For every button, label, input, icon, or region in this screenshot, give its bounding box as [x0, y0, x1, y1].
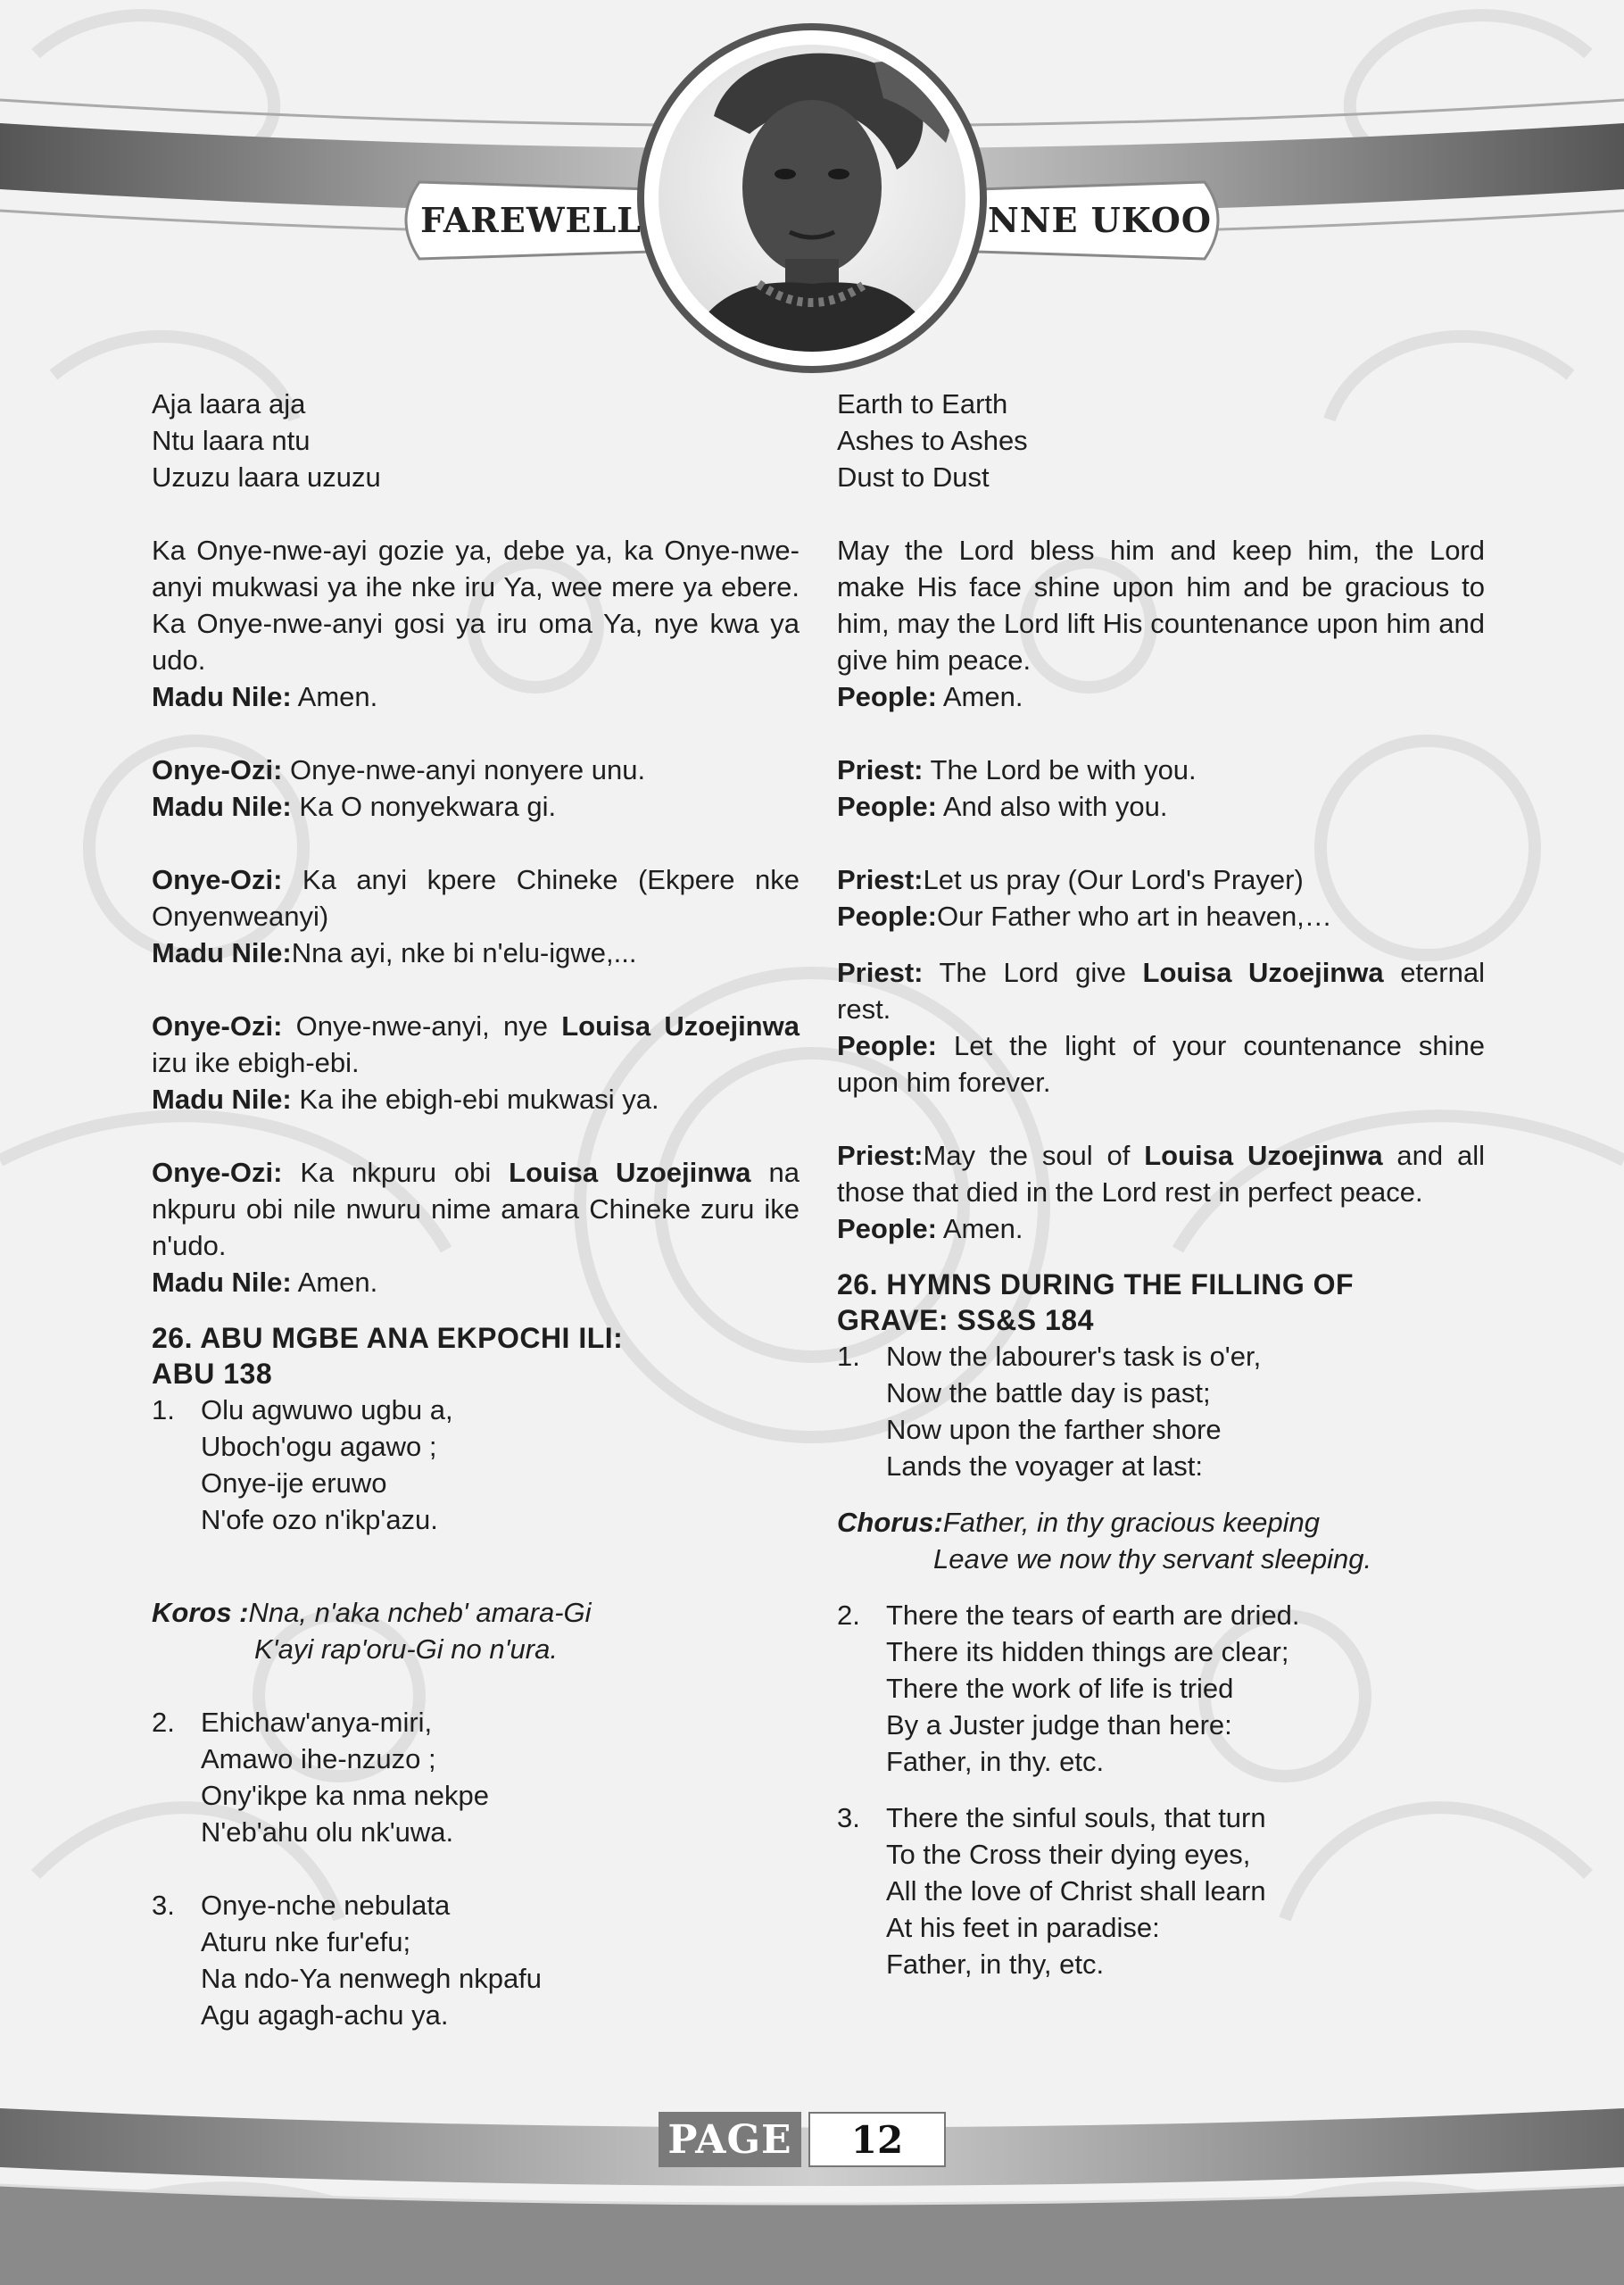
priest-text: May the soul of: [923, 1140, 1131, 1171]
blessing-text: Ka Onye-nwe-ayi gozie ya, debe ya, ka Onye-nwe-anyi mukwasi ya ihe nke iru Ya, wee mere ya ebere. Ka Onye-nwe-anyi gosi ya iru oma Ya, nye kwa ya udo.: [152, 535, 800, 676]
priest-text: eternal rest.: [837, 957, 1485, 1025]
chorus-line: [837, 1504, 1485, 1541]
verse-number: 2.: [152, 1707, 175, 1738]
verse-line: At his feet in paradise:: [886, 1912, 1160, 1943]
verse-line: There the tears of earth are dried.: [886, 1600, 1300, 1631]
verse-line: Ehichaw'anya-miri,: [201, 1707, 433, 1738]
priest-line: [837, 954, 1485, 1027]
priest-text: Onye-nwe-anyi, nye: [295, 1010, 548, 1042]
page-label: PAGE: [659, 2112, 801, 2167]
verse-line: Father, in thy. etc.: [886, 1746, 1105, 1777]
priest-text: The Lord be with you.: [930, 754, 1197, 785]
hymn-verse: [152, 1704, 800, 1850]
verse-line: Onye-ije eruwo: [201, 1467, 387, 1499]
verse-number: 1.: [837, 1341, 860, 1372]
response-line: [152, 788, 800, 825]
opening-line: Aja laara aja: [152, 388, 306, 420]
priest-line: [152, 861, 800, 935]
hymn-verse: [837, 1597, 1485, 1780]
speaker-label: Onye-Ozi:: [152, 754, 283, 785]
verse-line: Olu agwuwo ugbu a,: [201, 1394, 453, 1425]
hymn-heading: GRAVE: SS&S 184: [837, 1304, 1094, 1336]
priest-text: na nkpuru obi nile nwuru nime amara Chineke zuru ike n'udo.: [152, 1157, 800, 1261]
verse-line: Na ndo-Ya nenwegh nkpafu: [201, 1963, 543, 1994]
verse-line: Now upon the farther shore: [886, 1414, 1222, 1445]
opening-line: Earth to Earth: [837, 388, 1008, 420]
speaker-label: People:: [837, 1030, 937, 1061]
verse-number: 1.: [152, 1394, 175, 1425]
response-text: Ka ihe ebigh-ebi mukwasi ya.: [299, 1084, 659, 1115]
response-text: Our Father who art in heaven,…: [936, 901, 1332, 932]
koros-line: [152, 1594, 800, 1631]
priest-text: izu ike ebigh-ebi.: [152, 1047, 360, 1078]
response-text: Ka O nonyekwara gi.: [299, 791, 557, 822]
blessing-text: May the Lord bless him and keep him, the Lord make His face shine upon him and be gracious to him, may the Lord lift His countenance upon him and give him peace.: [837, 535, 1485, 676]
verse-number: 2.: [837, 1600, 860, 1631]
response-text: And also with you.: [942, 791, 1168, 822]
opening-line: Dust to Dust: [837, 461, 990, 493]
chorus-text: Father, in thy gracious keeping: [942, 1507, 1321, 1538]
speaker-label: Priest:: [837, 864, 924, 895]
verse-line: Father, in thy, etc.: [886, 1948, 1105, 1980]
hymn-verse: [837, 1799, 1485, 1982]
priest-text: Let us pray (Our Lord's Prayer): [923, 864, 1304, 895]
response-text: Amen.: [942, 1213, 1023, 1244]
speaker-label: People:: [837, 681, 937, 712]
priest-line: [837, 861, 1485, 898]
hymn-verse: [152, 1392, 800, 1538]
opening-line: Ntu laara ntu: [152, 425, 311, 456]
response-line: [837, 678, 1485, 715]
verse-line: Lands the voyager at last:: [886, 1450, 1204, 1482]
koros-label: Koros :: [152, 1597, 249, 1628]
priest-line: [837, 1137, 1485, 1210]
priest-text: Onye-nwe-anyi nonyere unu.: [290, 754, 646, 785]
verse-line: By a Juster judge than here:: [886, 1709, 1232, 1741]
priest-line: [152, 752, 800, 788]
speaker-label: Onye-Ozi:: [152, 1010, 283, 1042]
hymn-heading: ABU 138: [152, 1358, 273, 1390]
koros-text: Nna, n'aka ncheb' amara-Gi: [248, 1597, 592, 1628]
hymn-heading: 26. HYMNS DURING THE FILLING OF: [837, 1268, 1355, 1300]
verse-line: Agu agagh-achu ya.: [201, 1999, 449, 2031]
deceased-name: Louisa Uzoejinwa: [1144, 1140, 1383, 1171]
page-number: 12: [808, 2112, 946, 2167]
response-line: [837, 898, 1485, 935]
priest-text: The Lord give: [939, 957, 1126, 988]
response-line: [837, 788, 1485, 825]
opening-line: Ashes to Ashes: [837, 425, 1028, 456]
speaker-label: Onye-Ozi:: [152, 1157, 283, 1188]
response-line: [152, 1264, 800, 1300]
hymn-verse: [837, 1338, 1485, 1484]
name-label: NNE UKOO: [987, 199, 1212, 240]
priest-line: [152, 1154, 800, 1264]
deceased-name: Louisa Uzoejinwa: [509, 1157, 751, 1188]
verse-line: To the Cross their dying eyes,: [886, 1839, 1251, 1870]
koros-line: K'ayi rap'oru-Gi no n'ura.: [254, 1633, 558, 1665]
hymn-verse: [152, 1887, 800, 2033]
farewell-label: FAREWELL: [420, 199, 642, 240]
response-line: [152, 678, 800, 715]
verse-line: There the sinful souls, that turn: [886, 1802, 1266, 1833]
response-line: [837, 1210, 1485, 1247]
verse-line: There the work of life is tried: [886, 1673, 1234, 1704]
deceased-name: Louisa Uzoejinwa: [1142, 957, 1384, 988]
deceased-name: Louisa Uzoejinwa: [561, 1010, 800, 1042]
speaker-label: Madu Nile:: [152, 791, 292, 822]
priest-text: Ka anyi kpere Chineke (Ekpere nke Onyenweanyi): [152, 864, 800, 932]
verse-line: Aturu nke fur'efu;: [201, 1926, 411, 1957]
speaker-label: Madu Nile:: [152, 937, 292, 968]
verse-line: Onye-nche nebulata: [201, 1890, 451, 1921]
verse-line: Now the battle day is past;: [886, 1377, 1211, 1408]
speaker-label: People:: [837, 1213, 937, 1244]
speaker-label: Madu Nile:: [152, 681, 292, 712]
speaker-label: Onye-Ozi:: [152, 864, 283, 895]
speaker-label: Madu Nile:: [152, 1267, 292, 1298]
speaker-label: Madu Nile:: [152, 1084, 292, 1115]
response-line: [152, 1081, 800, 1118]
response-text: Nna ayi, nke bi n'elu-igwe,...: [291, 937, 637, 968]
response-text: Amen.: [942, 681, 1023, 712]
verse-number: 3.: [152, 1890, 175, 1921]
speaker-label: Priest:: [837, 957, 924, 988]
priest-line: [152, 1008, 800, 1081]
response-text: Amen.: [297, 1267, 378, 1298]
right-column: [837, 386, 1485, 1982]
priest-text: and all those that died in the Lord rest in perfect peace.: [837, 1140, 1485, 1208]
verse-line: N'eb'ahu olu nk'uwa.: [201, 1816, 454, 1848]
verse-line: There its hidden things are clear;: [886, 1636, 1289, 1667]
speaker-label: Priest:: [837, 754, 924, 785]
response-line: [837, 1027, 1485, 1101]
speaker-label: People:: [837, 791, 937, 822]
opening-line: Uzuzu laara uzuzu: [152, 461, 381, 493]
verse-line: N'ofe ozo n'ikp'azu.: [201, 1504, 438, 1535]
response-line: [152, 935, 800, 971]
chorus-label: Chorus:: [837, 1507, 943, 1538]
speaker-label: People:: [837, 901, 937, 932]
verse-line: Amawo ihe-nzuzo ;: [201, 1743, 436, 1774]
response-text: Amen.: [297, 681, 378, 712]
left-column: [152, 386, 800, 2033]
speaker-label: Priest:: [837, 1140, 924, 1171]
verse-line: All the love of Christ shall learn: [886, 1875, 1266, 1907]
priest-line: [837, 752, 1485, 788]
response-text: Let the light of your countenance shine upon him forever.: [837, 1030, 1485, 1098]
priest-text: Ka nkpuru obi: [300, 1157, 492, 1188]
chorus-line: Leave we now thy servant sleeping.: [933, 1543, 1372, 1575]
verse-line: Now the labourer's task is o'er,: [886, 1341, 1262, 1372]
verse-line: Ony'ikpe ka nma nekpe: [201, 1780, 489, 1811]
verse-line: Uboch'ogu agawo ;: [201, 1431, 437, 1462]
hymn-heading: 26. ABU MGBE ANA EKPOCHI ILI:: [152, 1322, 624, 1354]
verse-number: 3.: [837, 1802, 860, 1833]
